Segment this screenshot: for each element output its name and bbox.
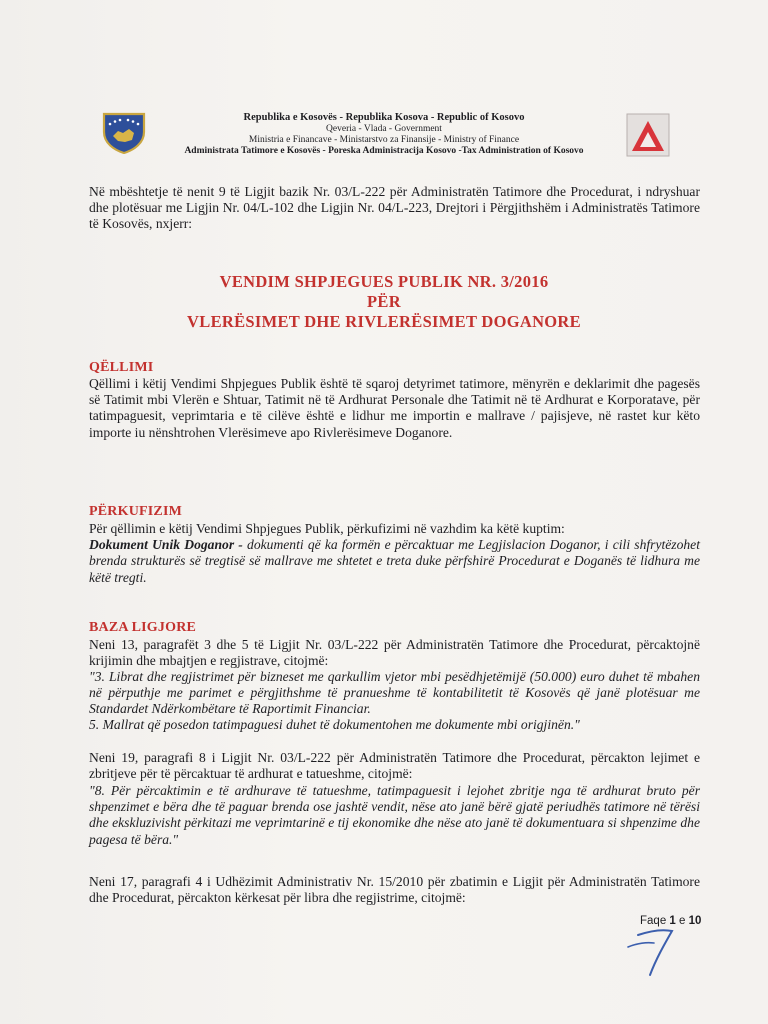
defined-term: Dokument Unik Doganor - [89,537,243,553]
perkufizim-definition [89,537,700,586]
perkufizim-intro: Për qëllimin e këtij Vendimi Shpjegues Publik, përkufizimi në vazhdim ka këtë kuptim: [89,521,565,536]
baza-quote-3: "8. Për përcaktimin e të ardhurave të tatueshme, tatimpaguesit i lejohet zbritje nga të ardhurat bruto për shpenzimet e bëra dhe të paguar brenda ose jashtë vendit, nëse ato janë bërë gjatë periudhës tatimore në tërësi dhe ekskluzivisht përkitazi me veprimtarinë e tij ekonomike dhe nëse ato janë të dokumentuara si shpenzime dhe pagesa të bëra." [89,783,700,847]
intro-paragraph: Në mbështetje të nenit 9 të Ligjit bazik Nr. 03/L-222 për Administratën Tatimore dhe Procedurat, i ndryshuar dhe plotësuar me Ligjin Nr. 04/L-102 dhe Ligjin Nr. 04/L-223, Drejtori i Përgjithshëm i Administratës Tatimore të Kosovës, nxjerr: [89,184,700,232]
baza-quote-2: 5. Mallrat që posedon tatimpaguesi duhet të dokumentohen me dokumente mbi origjinën." [89,717,580,732]
decision-title-line1: VENDIM SHPJEGUES PUBLIK NR. 3/2016 [219,272,549,291]
section-heading-perkufizim: PËRKUFIZIM [89,504,182,519]
baza-paragraph-3: Neni 17, paragrafi 4 i Udhëzimit Administrativ Nr. 15/2010 për zbatimin e Ligjit për Administratën Tatimore dhe Procedurat, përcakton kërkesat për libra dhe regjistrime, citojmë: [89,874,700,906]
baza-quote-1: "3. Librat dhe regjistrimet për bizneset me qarkullim vjetor mbi pesëdhjetëmijë (50.000) euro duhet të mbahen në përputhje me parimet e përgjithshme të pranueshme të kontabilitetit të Kosovës që janë plotësuar me Standardet Ndërkombëtare të Raportimit Financiar. [89,669,700,717]
qellimi-paragraph: Qëllimi i këtij Vendimi Shpjegues Publik është të sqaroj detyrimet tatimore, mënyrën e deklarimit dhe pagesës së Tatimit mbi Vlerën e Shtuar, Tatimit në të Ardhurat Personale dhe Tatimit në të Ardhurat e Korporatave, për tatimpaguesit, veprimtaria e të cilëve është e lidhur me importin e mallrave / pajisjeve, në rastet kur këto importe iu nënshtrohen Vlerësimeve apo Rivlerësimeve Doganore. [89,376,700,440]
baza-paragraph-2: Neni 19, paragrafi 8 i Ligjit Nr. 03/L-222 për Administratën Tatimore dhe Procedurat, përcakton lejimet e zbritjeve për të përcaktuar të ardhurat e tatueshme, citojmë: [89,750,700,782]
header-government: Qeveria - Vlada - Government [326,124,442,134]
header-ministry: Ministria e Financave - Ministarstvo za Finansije - Ministry of Finance [248,135,520,145]
header-republic: Republika e Kosovës - Republika Kosova - Republic of Kosovo [243,112,525,123]
definition-text: dokumenti që ka formën e përcaktuar me Legjislacion Doganor, i cili shfrytëzohet brenda strukturës së tregtisë së mallrave me shtetet e treta duke përfshirë Procedurat e Doganës të lidhura me këtë tregti. [89,537,700,585]
handwritten-initial-icon [620,925,690,985]
baza-paragraph-1: Neni 13, paragrafët 3 dhe 5 të Ligjit Nr. 03/L-222 për Administratën Tatimore dhe Procedurat, përcaktojnë krijimin dhe mbajtjen e regjistrave, citojmë: [89,637,700,669]
section-heading-baza-ligjore: BAZA LIGJORE [89,620,197,635]
header-tax-administration: Administrata Tatimore e Kosovës - Poreska Administracija Kosovo -Tax Administration of Kosovo [184,146,584,156]
page-number: Faqe 1 e 10 [640,915,702,927]
decision-title-line2: PËR [367,292,401,311]
decision-title-line3: VLERËSIMET DHE RIVLERËSIMET DOGANORE [187,312,581,331]
perkufizim-paragraph [89,521,700,586]
section-heading-qellimi: QËLLIMI [89,360,154,375]
